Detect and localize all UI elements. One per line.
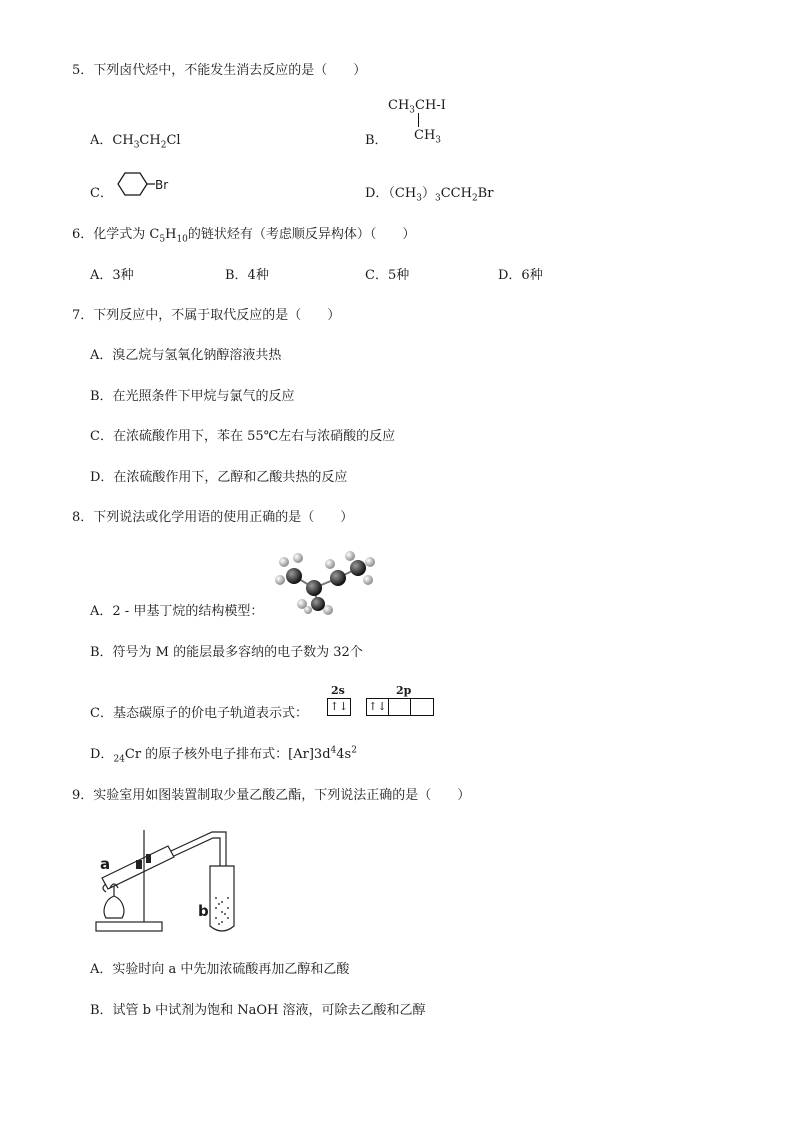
- q7-option-d: D．在浓硫酸作用下，乙醇和乙酸共热的反应: [90, 470, 348, 485]
- q5-option-b-formula-top: $CH_3CH-I$: [388, 98, 446, 116]
- q6-option-b: B．4种: [225, 268, 269, 283]
- q5-option-a: A．$CH_3CH_2Cl$: [90, 133, 181, 151]
- question-7-stem: 7．下列反应中，不属于取代反应的是（ ）: [72, 308, 341, 323]
- question-5-stem: 5．下列卤代烃中，不能发生消去反应的是（ ）: [72, 63, 367, 78]
- question-9-stem: 9．实验室用如图装置制取少量乙酸乙酯，下列说法正确的是（ ）: [72, 788, 471, 803]
- q5-option-c-label: C．: [90, 186, 113, 201]
- apparatus-label-a: a: [100, 855, 111, 873]
- q5-option-b-formula-bottom: $CH_3$: [414, 128, 442, 146]
- orbital-2p-cell-3: [411, 699, 433, 715]
- orbital-2p-box: [366, 698, 434, 716]
- orbital-2p-label: 2p: [396, 684, 412, 697]
- q8-option-a: A．2 - 甲基丁烷的结构模型：: [90, 604, 264, 619]
- q8-option-c: C．基态碳原子的价电子轨道表示式：: [90, 706, 308, 721]
- orbital-2p-cell-1: ↑↓: [367, 699, 389, 715]
- q8-option-b: B．符号为 M 的能层最多容纳的电子数为 32个: [90, 645, 363, 660]
- question-8-stem: 8．下列说法或化学用语的使用正确的是（ ）: [72, 510, 354, 525]
- orbital-2s-cell: ↑↓: [329, 700, 349, 713]
- question-6-stem: 6．化学式为 $C_5H_{10}$的链状烃有（考虑顺反异构体）（ ）: [72, 227, 416, 245]
- q6-option-c: C．5种: [365, 268, 410, 283]
- orbital-2s-box: [327, 698, 351, 716]
- ethyl-acetate-apparatus: [92, 826, 242, 938]
- q6-option-a: A．3种: [90, 268, 134, 283]
- q5-option-c-br: Br: [155, 178, 169, 192]
- q7-option-a: A．溴乙烷与氢氧化钠醇溶液共热: [90, 348, 282, 363]
- q5-option-b-bond: [418, 113, 419, 127]
- q5-option-b-label: B．: [365, 133, 388, 148]
- orbital-2p-cell-2: [389, 699, 411, 715]
- q6-option-d: D．6种: [498, 268, 543, 283]
- q5-option-d: D．$(CH_3)_3CCH_2Br$: [365, 186, 494, 204]
- q9-option-b: B．试管 b 中试剂为饱和 NaOH 溶液，可除去乙酸和乙醇: [90, 1003, 426, 1018]
- orbital-2s-label: 2s: [331, 684, 345, 697]
- methylbutane-ball-model: [272, 548, 382, 616]
- q8-option-d: D．$_{24}$Cr 的原子核外电子排布式：$[Ar]3d^44s^2$: [90, 745, 357, 765]
- q7-option-b: B．在光照条件下甲烷与氯气的反应: [90, 389, 295, 404]
- apparatus-label-b: b: [198, 902, 209, 920]
- q7-option-c: C．在浓硫酸作用下，苯在 55℃左右与浓硝酸的反应: [90, 429, 396, 444]
- q9-option-a: A．实验时向 a 中先加浓硫酸再加乙醇和乙酸: [90, 962, 350, 977]
